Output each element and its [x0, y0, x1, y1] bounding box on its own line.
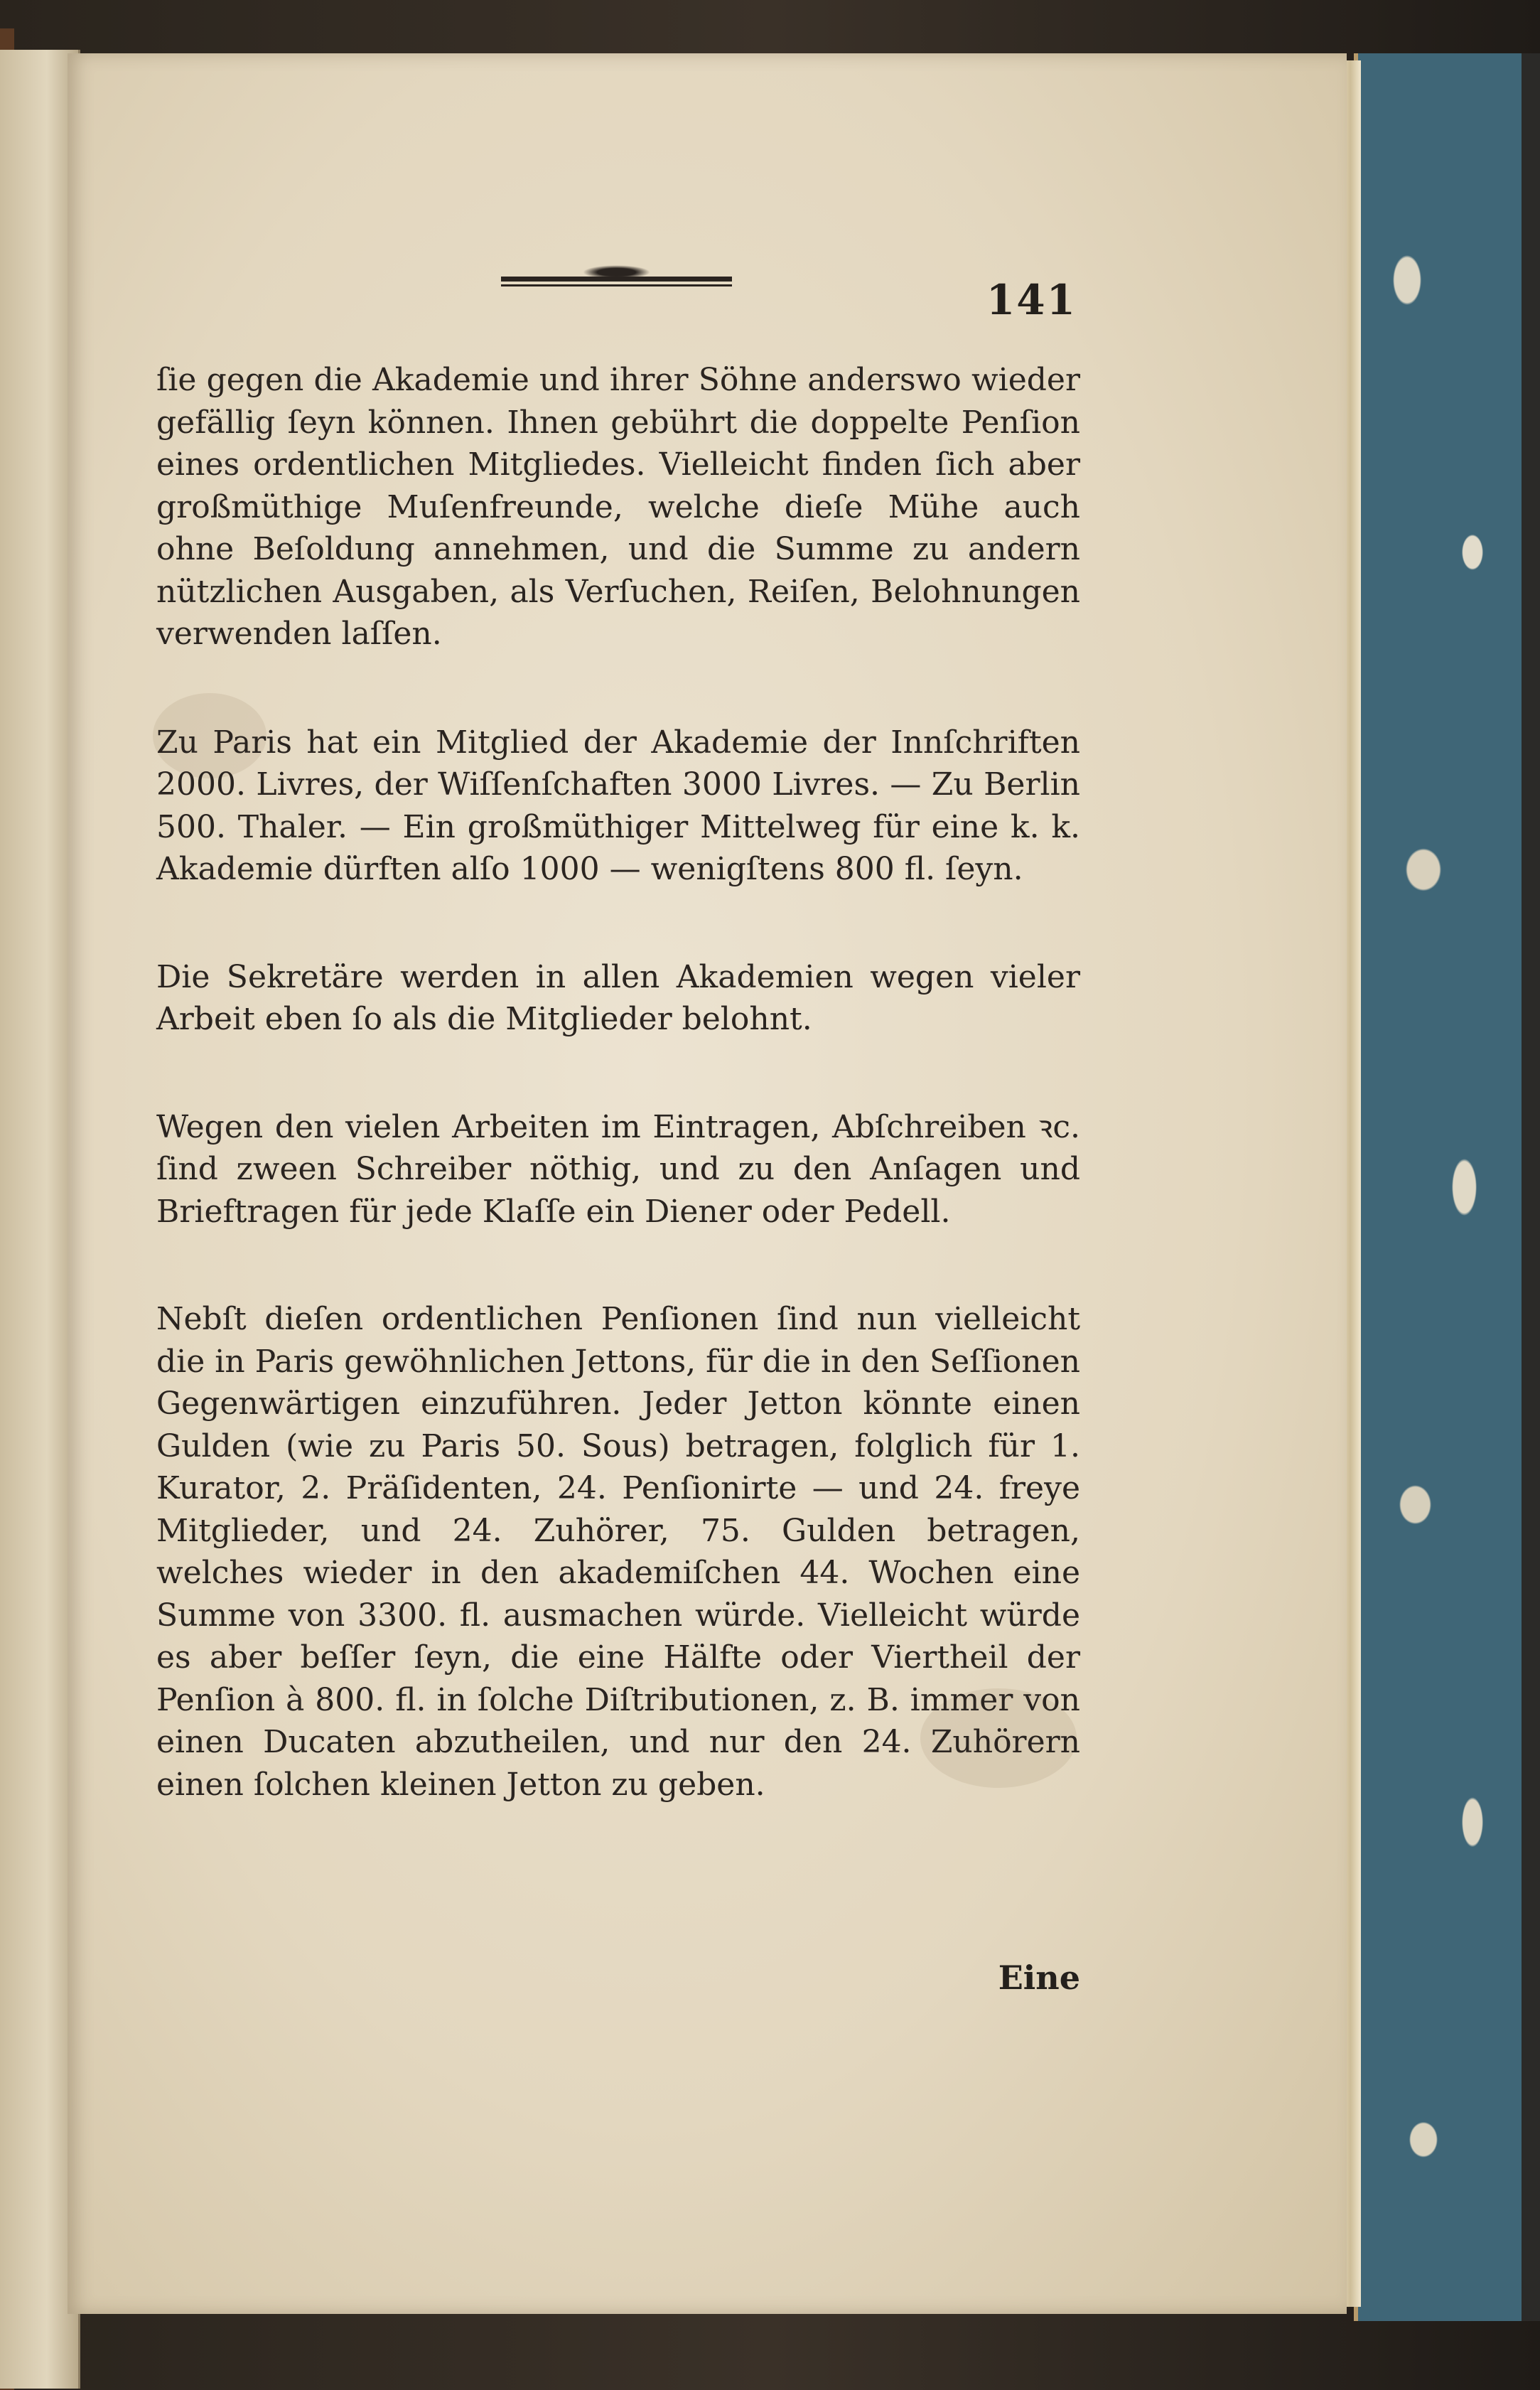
paragraph: Die Sekretäre werden in allen Akademien wegen vieler Arbeit eben ſo als die Mitglieder belohnt.	[156, 958, 1080, 1037]
header-ornament-rule	[501, 274, 732, 289]
page-body	[156, 359, 1080, 1806]
paragraph: Wegen den vielen Arbeiten im Eintragen, Abſchreiben ꝛc. ſind zween Schreiber nöthig, und zu den Anſagen und Brieftragen für jede Klaſſe ein Diener oder Pedell.	[156, 1108, 1080, 1230]
marbled-cover	[1354, 53, 1540, 2321]
paragraph: Nebſt dieſen ordentlichen Penſionen ſind nun vielleicht die in Paris gewöhnlichen Jettons, für die in den Seſſionen Gegenwärtigen einzuführen. Jeder Jetton könnte einen Gulden (wie zu Paris 50. Sous) betragen, folglich für 1. Kurator, 2. Präſidenten, 24. Penſionirte — und 24. freye Mitglieder, und 24. Zuhörer, 75. Gulden betragen, welches wieder in den akademiſchen 44. Wochen eine Summe von 3300. fl. ausmachen würde. Vielleicht würde es aber beſſer ſeyn, die eine Hälfte oder Viertheil der Penſion à 800. fl. in ſolche Diſtributionen, z. B. immer von einen Ducaten abzutheilen, und nur den 24. Zuhörern einen ſolchen kleinen Jetton zu geben.	[156, 1301, 1080, 1803]
page-number: 141	[986, 276, 1077, 324]
catchword: Eine	[998, 1958, 1080, 1997]
paragraph: ſie gegen die Akademie und ihrer Söhne anderswo wieder gefällig ſeyn können. Ihnen gebührt die doppelte Penſion eines ordentlichen Mitgliedes. Vielleicht finden ſich aber großmüthige Muſenfreunde, welche dieſe Mühe auch ohne Beſoldung annehmen, und die Summe zu andern nützlichen Ausgaben, als Verſuchen, Reiſen, Belohnungen verwenden laſſen.	[156, 362, 1080, 652]
paragraph: Zu Paris hat ein Mitglied der Akademie der Innſchriften 2000. Livres, der Wiſſenſchaften 3000 Livres. — Zu Berlin 500. Thaler. — Ein großmüthiger Mittelweg für eine k. k. Akademie dürften alſo 1000 — wenigſtens 800 fl. ſeyn.	[156, 724, 1080, 887]
